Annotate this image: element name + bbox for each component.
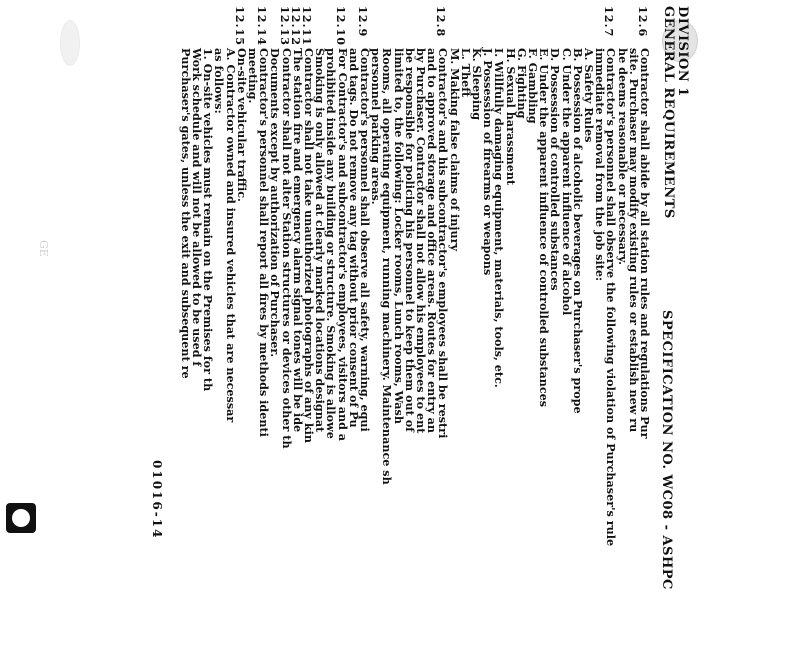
body-line: prohibited inside any building or structure. Smoking is allowe — [324, 48, 339, 439]
body-line: as follows: — [212, 48, 227, 114]
body-line: immediate removal from the job site: — [593, 48, 608, 282]
body-line: Contractor shall not take unauthorized photographs of any kin — [302, 48, 316, 443]
body-line: meeting. — [246, 48, 260, 104]
body-line: J. Possession of firearms or weapons — [481, 48, 496, 276]
body-line: he deems reasonable or necessary. — [615, 48, 630, 266]
body-line: E. Under the apparent influence of controlled substances — [537, 48, 552, 408]
body-line: by Purchaser. Contractor shall not allow his employees to ent — [414, 48, 428, 434]
body-line: Work schedule and will not be allowed to be used f — [190, 48, 204, 367]
ghost-text: GE — [37, 240, 50, 257]
body-line: K. Sleeping — [470, 48, 484, 121]
body-line: F. Gambling — [526, 48, 540, 124]
punch-hole-mid — [60, 20, 80, 66]
body-line: For Contractor's and subcontractor's employees, visitors and a — [335, 48, 350, 442]
section-number: 12.15 — [232, 6, 247, 47]
body-line: be responsible for policing his personnel to keep them out of — [402, 48, 417, 432]
section-number: 12.11 — [300, 6, 314, 47]
body-line: G. Fighting — [514, 48, 529, 119]
body-line: Contractor's personnel shall observe all safety, warning, equi — [358, 48, 372, 432]
section-number: 12.13 — [277, 6, 292, 47]
body-line: and tags. Do not remove any tag without prior consent of Pu — [346, 48, 361, 428]
section-title: GENERAL REQUIREMENTS — [661, 6, 676, 219]
body-line: and to approved storage and office areas. Routes for entry an — [425, 48, 440, 434]
body-line: Contractor shall not alter Station structures or devices other th — [279, 48, 294, 449]
body-line: Contractor's and his subcontractor's employees shall be restri — [436, 48, 451, 439]
body-line: site. Purchaser may modify existing rules or establish new ru — [626, 48, 641, 433]
body-line: L. Theft — [458, 48, 473, 98]
registration-mark — [6, 503, 36, 533]
body-line: The station fire and emergency alarm signal tones will be ide — [290, 48, 305, 433]
body-line: D. Possession of controlled substances — [548, 48, 563, 291]
spec-title: SPECIFICATION NO. WC08 - ASHPC — [659, 310, 674, 590]
division-label: DIVISION 1 — [675, 6, 690, 97]
body-line: Documents except by authorization of Purchaser. — [268, 48, 283, 358]
body-line: A. Contractor owned and insured vehicles that are necessar — [223, 48, 238, 423]
page-number: 01016-14 — [150, 460, 164, 540]
body-line: Contractor shall abide by all station rules and regulations Pur — [638, 48, 652, 439]
body-line: B. Possession of alcoholic beverages on Purchaser's prope — [570, 48, 585, 414]
section-number: 12.6 — [636, 6, 650, 38]
body-line: Contractor's personnel shall observe the following violation of Purchaser's rule — [604, 48, 619, 547]
section-number: 12.8 — [434, 6, 449, 38]
section-number: 12.10 — [333, 6, 348, 47]
body-line: Smoking is only allowed at clearly marked locations designat — [313, 48, 328, 433]
body-line: H. Sexual harassment — [503, 48, 518, 186]
body-line: Purchaser's gates, unless the exit and subsequent re — [178, 48, 193, 379]
body-line: On-site vehicular traffic. — [234, 48, 249, 202]
body-line: A. Safety Rules — [582, 48, 596, 143]
section-number: 12.9 — [356, 6, 370, 38]
body-line: 1. On-site vehicles must remain on the Premises for th — [201, 48, 216, 392]
section-number: 12.7 — [602, 6, 617, 38]
section-number: 12.14 — [255, 6, 270, 47]
section-number: 12.12 — [288, 6, 303, 47]
body-line: Rooms, all operating equipment, running machinery. Maintenance sh — [380, 48, 395, 485]
body-line: Contractor's personnel shall report all fires by methods identi — [257, 48, 272, 437]
body-line: C. Under the apparent influence of alcohol — [559, 48, 574, 316]
body-line: personnel parking areas. — [369, 48, 384, 205]
body-line: M. Making false claims of injury — [447, 48, 462, 252]
body-line: I. Willfully damaging equipment, materials, tools, etc. — [492, 48, 507, 388]
body-line: limited to, the following: Locker rooms, Lunch rooms, Wash — [391, 48, 406, 424]
